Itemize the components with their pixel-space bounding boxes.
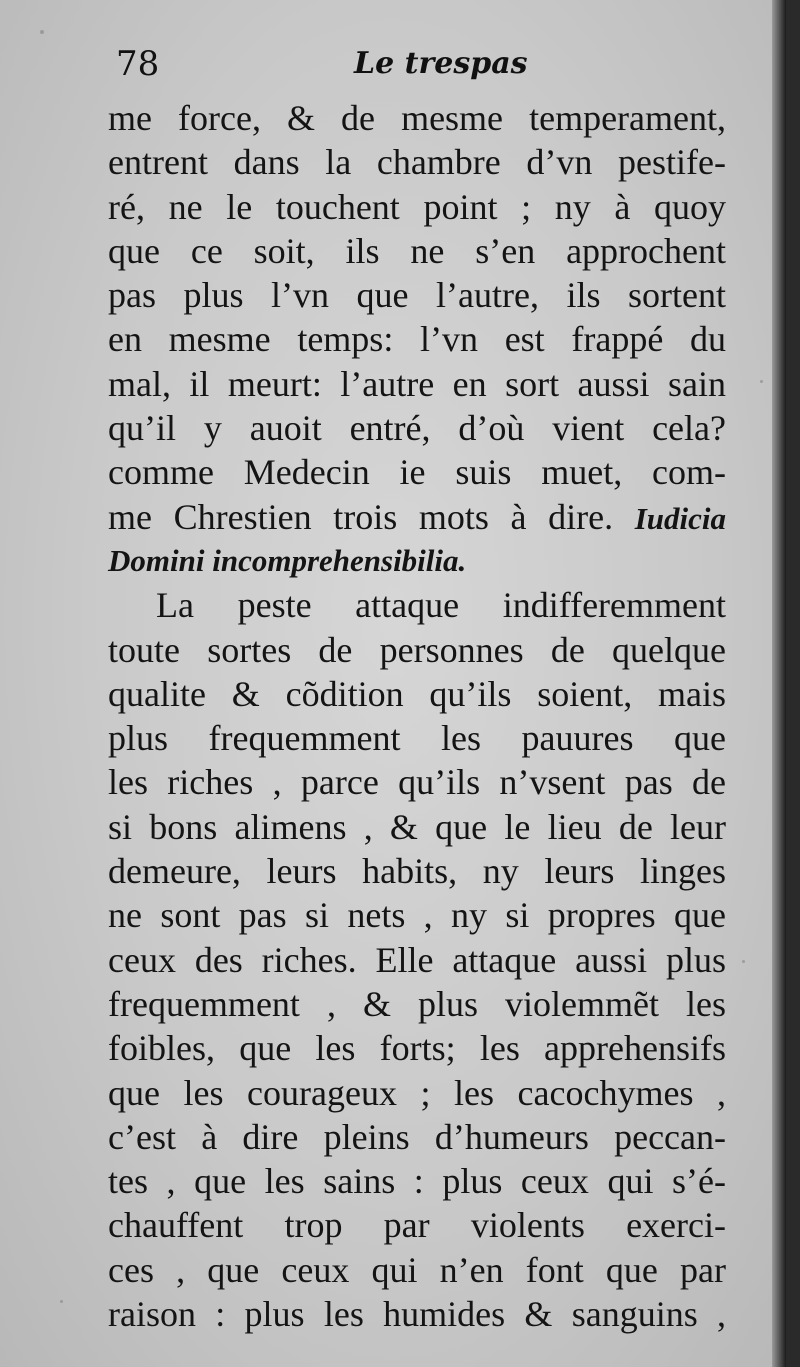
text-line: que les courageux ; les cacochymes ,: [108, 1072, 726, 1113]
text-line: entrent dans la chambre d’vn pestife-: [108, 142, 726, 183]
text-line: ré, ne le touchent point ; ny à quoy: [108, 186, 726, 227]
text-line: me force, & de mesme temperament,: [108, 98, 726, 138]
text-line: si bons alimens , & que le lieu de leur: [108, 806, 726, 847]
text-line: c’est à dire pleins d’humeurs peccan-: [108, 1116, 726, 1157]
paper-speck: [760, 380, 763, 383]
text-line: La peste attaque indifferemment: [156, 585, 726, 626]
text-line: en mesme temps: l’vn est frappé du: [108, 319, 726, 360]
text-line: demeure, leurs habits, ny leurs linges: [108, 851, 726, 892]
text-line: chauffent trop par violents exerci-: [108, 1205, 726, 1246]
text-line: tes , que les sains : plus ceux qui s’é-: [108, 1161, 726, 1202]
paper-speck: [40, 30, 44, 34]
running-title: Le trespas: [354, 46, 528, 81]
paper-speck: [742, 960, 745, 963]
text-line: mal, il meurt: l’autre en sort aussi sain: [108, 363, 726, 404]
latin-quote-line: Domini incomprehensibilia.: [108, 542, 467, 578]
text-line: raison : plus les humides & sanguins ,: [108, 1294, 726, 1335]
paper-speck: [60, 1300, 63, 1303]
text-line: qualite & cõdition qu’ils soient, mais: [108, 673, 726, 714]
text-line: ne sont pas si nets , ny si propres que: [108, 895, 726, 936]
text-line: plus frequemment les pauures que: [108, 718, 726, 759]
text-line: les riches , parce qu’ils n’vsent pas de: [108, 762, 726, 803]
text-line: ceux des riches. Elle attaque aussi plus: [108, 939, 726, 980]
text-line: frequemment , & plus violemmẽt les: [108, 983, 726, 1024]
text-line: foibles, que les forts; les apprehensifs: [108, 1028, 726, 1069]
text-line: qu’il y auoit entré, d’où vient cela?: [108, 408, 726, 449]
page-edge-shadow: [772, 0, 786, 1367]
page-number: 78: [116, 44, 160, 84]
text-line: ces , que ceux qui n’en font que par: [108, 1249, 726, 1290]
text-line: que ce soit, ils ne s’en approchent: [108, 230, 726, 271]
text-line: [108, 495, 726, 539]
running-head: [108, 44, 728, 92]
text-segment: me Chrestien trois mots à dire.: [108, 496, 614, 537]
latin-quote: Iudicia: [634, 500, 727, 536]
text-line: toute sortes de personnes de quelque: [108, 629, 726, 670]
text-line: pas plus l’vn que l’autre, ils sortent: [108, 275, 726, 316]
body-text: [108, 96, 726, 1336]
text-line: comme Medecin ie suis muet, com-: [108, 452, 726, 493]
